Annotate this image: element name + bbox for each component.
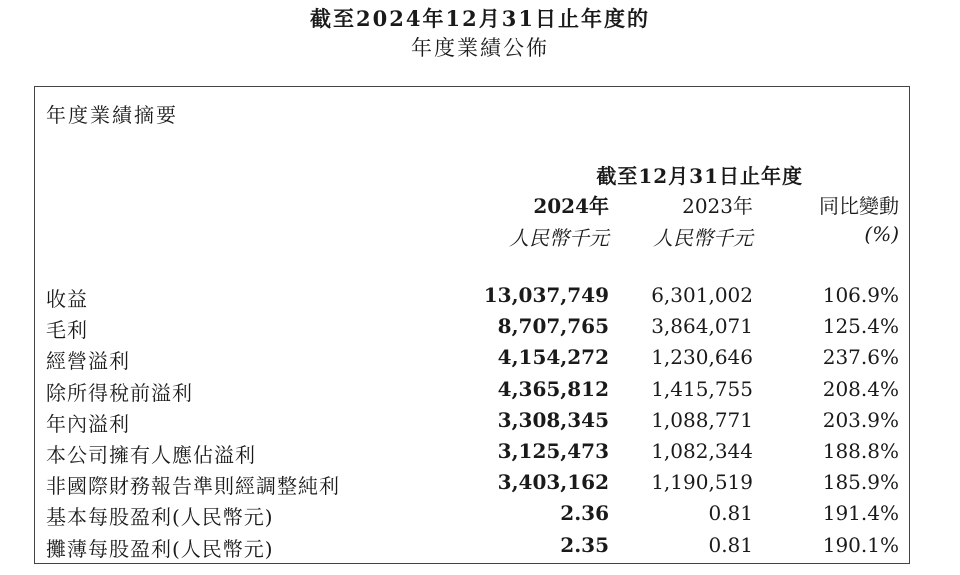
value-2024: 4,154,272 [497,345,609,370]
value-change: 191.4% [822,501,899,526]
value-2024: 2.36 [560,501,609,526]
table-row [35,345,909,376]
value-change: 106.9% [822,283,899,307]
value-2024: 3,308,345 [497,407,609,432]
document-subtitle: 年度業績公佈 [411,36,549,60]
value-2024: 8,707,765 [497,314,609,339]
section-heading: 年度業績摘要 [46,103,178,127]
value-change: 190.1% [822,532,899,557]
value-2023: 1,230,646 [651,345,753,370]
row-label: 本公司擁有人應佔溢利 [46,443,256,467]
col-header-2024: 2024年 [533,194,609,218]
value-2023: 0.81 [708,532,753,557]
row-label: 收益 [46,287,88,311]
row-label: 年內溢利 [46,411,130,436]
value-change: 203.9% [822,407,899,432]
value-change: 188.8% [822,439,899,463]
table-row [35,533,909,564]
table-row [35,377,909,408]
col-header-2023: 2023年 [682,194,753,218]
table-row [35,501,909,532]
value-2023: 1,190,519 [651,470,753,495]
value-2024: 3,403,162 [497,470,609,495]
value-change: 237.6% [822,345,899,370]
col-unit-2024: 人民幣千元 [509,226,609,250]
value-2023: 0.81 [708,501,753,526]
value-2023: 1,415,755 [651,376,753,401]
value-2023: 1,088,771 [651,407,753,432]
row-label: 經營溢利 [46,349,130,374]
table-row [35,408,909,439]
col-unit-2023: 人民幣千元 [653,226,753,250]
col-header-change: 同比變動 [819,194,899,218]
table-row [35,314,909,345]
value-2023: 3,864,071 [651,314,753,339]
row-label: 毛利 [46,318,88,343]
row-label: 除所得稅前溢利 [46,380,193,405]
table-row [35,470,909,501]
value-2024: 2.35 [560,532,609,557]
value-2024: 3,125,473 [497,439,609,463]
value-change: 125.4% [822,314,899,339]
value-2023: 6,301,002 [651,283,753,307]
col-unit-change: (%) [864,222,899,246]
table-row [35,439,909,470]
value-2024: 13,037,749 [483,283,609,307]
value-change: 185.9% [822,470,899,495]
results-summary-table [34,86,910,564]
value-change: 208.4% [822,376,899,401]
row-label: 非國際財務報告準則經調整純利 [46,474,340,499]
period-header: 截至12月31日止年度 [596,164,803,188]
document-title: 截至2024年12月31日止年度的 [310,6,650,31]
row-label: 攤薄每股盈利(人民幣元) [46,536,274,561]
table-row [35,283,909,314]
row-label: 基本每股盈利(人民幣元) [46,505,274,530]
value-2023: 1,082,344 [651,439,753,463]
value-2024: 4,365,812 [497,376,609,401]
